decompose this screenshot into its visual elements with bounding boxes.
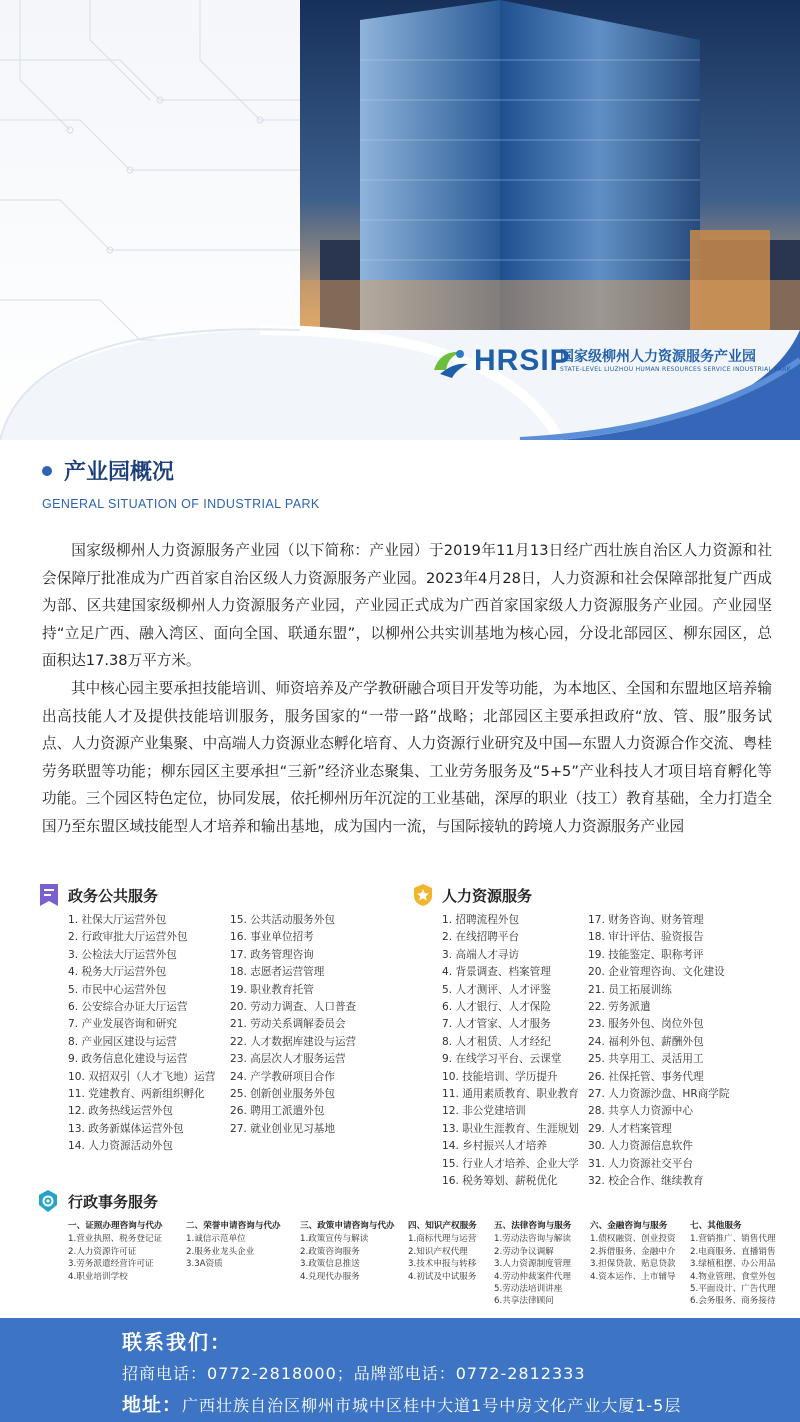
admin-group-heading: 二、荣誉申请咨询与代办	[186, 1221, 281, 1231]
service-item: 28. 共享人力资源中心	[588, 1105, 693, 1118]
logo-english-name: STATE-LEVEL LIUZHOU HUMAN RESOURCES SERVICE INDUSTRIAL PARK	[560, 366, 791, 373]
service-item: 32. 校企合作、继续教育	[588, 1175, 704, 1188]
admin-group	[690, 1220, 796, 1308]
service-item: 30. 人力资源信息软件	[588, 1140, 693, 1153]
service-item: 16. 税务筹划、薪税优化	[442, 1175, 558, 1188]
service-item: 2. 在线招聘平台	[442, 931, 520, 944]
service-item: 10. 双招双引（人才飞地）运营	[68, 1070, 216, 1083]
logo-wordmark: HRSIP	[474, 344, 571, 377]
service-item: 25. 共享用工、灵活用工	[588, 1053, 704, 1066]
gov-services-list-1	[68, 912, 215, 1156]
service-item: 27. 就业创业见习基地	[230, 1122, 335, 1135]
service-item: 22. 人才数据库建设与运营	[230, 1035, 357, 1048]
service-item: 1. 社保大厅运营外包	[68, 914, 167, 926]
star-badge-icon	[414, 884, 432, 906]
service-item: 24. 产学教研项目合作	[230, 1070, 335, 1083]
service-item: 20. 劳动力调查、人口普查	[230, 1001, 357, 1014]
service-item: 17. 财务咨询、财务管理	[588, 914, 704, 926]
admin-group-item: 4.兑现代办服务	[300, 1271, 360, 1282]
admin-group-item: 6.会务服务、商务接待	[690, 1296, 776, 1307]
admin-group-heading: 六、金融咨询与服务	[590, 1221, 668, 1231]
service-item: 23. 服务外包、岗位外包	[588, 1018, 704, 1031]
service-item: 10. 技能培训、学历提升	[442, 1070, 558, 1083]
service-item: 4. 税务大厅运营外包	[68, 966, 167, 979]
service-item: 8. 产业园区建设与运营	[68, 1035, 177, 1048]
admin-group-item: 1.商标代理与运营	[408, 1234, 477, 1245]
admin-group-item: 5.平面设计、广告代理	[690, 1284, 776, 1295]
overview-subtitle: GENERAL SITUATION OF INDUSTRIAL PARK	[42, 497, 320, 511]
document-list-icon	[40, 884, 58, 906]
hero-banner	[0, 0, 800, 440]
service-item: 24. 福利外包、薪酬外包	[588, 1035, 704, 1048]
admin-group-item: 1.债权融资、创业投资	[590, 1234, 676, 1245]
admin-services-heading	[38, 1190, 158, 1212]
admin-group-item: 4.劳动仲裁案件代理	[494, 1271, 571, 1282]
hr-services-heading	[414, 884, 532, 906]
admin-group-item: 4.物业管理、食堂外包	[690, 1271, 776, 1282]
service-item: 21. 员工拓展训练	[588, 983, 672, 996]
admin-group-item: 2.人力资源许可证	[68, 1246, 137, 1257]
contact-phones: 招商电话：0772-2818000；品牌部电话：0772-2812333	[122, 1364, 586, 1383]
service-item: 15. 行业人才培养、企业大学	[442, 1157, 579, 1170]
hr-services-list-2	[588, 912, 729, 1191]
admin-group-item: 2.知识产权代理	[408, 1246, 468, 1257]
service-item: 23. 高层次人才服务运营	[230, 1053, 346, 1066]
admin-group-heading: 一、证照办理咨询与代办	[68, 1221, 163, 1231]
admin-group-item: 3.绿植租摆、办公用品	[690, 1259, 776, 1270]
gear-badge-icon	[38, 1190, 58, 1212]
service-item: 7. 产业发展咨询和研究	[68, 1018, 177, 1031]
service-item: 5. 市民中心运营外包	[68, 983, 167, 996]
service-item: 21. 劳动关系调解委员会	[230, 1018, 346, 1031]
bullet-dot-icon	[42, 466, 52, 476]
service-item: 1. 招聘流程外包	[442, 914, 520, 926]
service-item: 3. 高端人才寻访	[442, 948, 520, 961]
admin-services-title: 行政事务服务	[68, 1192, 159, 1211]
service-item: 26. 聘用工派遣外包	[230, 1105, 325, 1118]
service-item: 27. 人力资源沙盘、HR商学院	[588, 1088, 730, 1101]
admin-group-item: 2.服务业龙头企业	[186, 1246, 255, 1257]
overview-title-text: 产业园概况	[64, 460, 175, 485]
admin-group	[300, 1220, 406, 1283]
admin-group-item: 4.职业培训学校	[68, 1271, 128, 1282]
overview-paragraph-2: 其中核心园主要承担技能培训、师资培养及产学教研融合项目开发等功能，为本地区、全国和东盟地区培养输出高技能人才及提供技能培训服务，服务国家的“一带一路”战略；北部园区主要承担政府“放、管、服”服务试点、人力资源产业集聚、中高端人力资源业态孵化培育、人力资源行业研究及中国—东盟人力资源合作交流、粤桂劳务联盟等功能；柳东园区主要承担“三新”经济业态聚集、工业劳务服务及“5+5”产业科技人才项目培育孵化等功能。三个园区特色定位，协同发展，依托柳州历年沉淀的工业基础，深厚的职业（技工）教育基础，全力打造全国乃至东盟区域技能型人才培养和输出基地，成为国内一流，与国际接轨的跨境人力资源服务产业园	[42, 680, 772, 835]
service-item: 9. 在线学习平台、云课堂	[442, 1053, 562, 1066]
service-item: 15. 公共活动服务外包	[230, 914, 335, 926]
service-item: 16. 事业单位招考	[230, 931, 314, 944]
service-item: 18. 志愿者运营管理	[230, 966, 325, 979]
service-item: 20. 企业管理咨询、文化建设	[588, 966, 725, 979]
service-item: 25. 创新创业服务外包	[230, 1088, 335, 1101]
service-item: 29. 人才档案管理	[588, 1122, 672, 1135]
admin-group-item: 3.担保贷款、贴息贷款	[590, 1259, 676, 1270]
admin-group-item: 1.政策宣传与解读	[300, 1234, 369, 1245]
admin-group	[186, 1220, 292, 1271]
admin-group-item: 1.劳动法咨询与解读	[494, 1234, 571, 1245]
service-item: 22. 劳务派遣	[588, 1001, 651, 1014]
admin-group-heading: 七、其他服务	[690, 1221, 742, 1231]
service-item: 8. 人才租赁、人才经纪	[442, 1035, 551, 1048]
service-item: 14. 乡村振兴人才培养	[442, 1140, 547, 1153]
admin-group-heading: 四、知识产权服务	[408, 1221, 477, 1231]
hr-services-list-1	[442, 912, 579, 1191]
admin-group-item: 4.初试及中试服务	[408, 1271, 477, 1282]
admin-group-item: 3.3A资质	[186, 1259, 223, 1270]
service-item: 11. 通用素质教育、职业教育	[442, 1088, 579, 1101]
contact-address	[122, 1390, 681, 1417]
logo-chinese-name: 国家级柳州人力资源服务产业园	[560, 349, 756, 365]
service-item: 19. 职业教育托管	[230, 983, 314, 996]
admin-group-item: 4.资本运作、上市辅导	[590, 1271, 676, 1282]
gov-services-list-2	[230, 912, 356, 1138]
hrsip-logo-icon	[430, 344, 470, 380]
gov-services-title: 政务公共服务	[68, 886, 159, 905]
admin-group	[68, 1220, 174, 1283]
admin-group-item: 1.诚信示范单位	[186, 1234, 246, 1245]
service-item: 3. 公检法大厅运营外包	[68, 948, 177, 961]
admin-group-item: 6.共享法律顾问	[494, 1296, 554, 1307]
service-item: 13. 政务新媒体运营外包	[68, 1122, 184, 1135]
service-item: 31. 人力资源社交平台	[588, 1157, 693, 1170]
admin-group-item: 2.电商服务、直播销售	[690, 1246, 776, 1257]
hrsip-logo	[430, 340, 800, 390]
admin-group-item: 3.劳务派遣经营许可证	[68, 1259, 154, 1270]
gov-services-heading	[40, 884, 158, 906]
admin-group-heading: 三、政策申请咨询与代办	[300, 1221, 395, 1231]
service-item: 6. 人才银行、人才保险	[442, 1001, 551, 1014]
service-item: 9. 政务信息化建设与运营	[68, 1053, 188, 1066]
service-item: 7. 人才管家、人才服务	[442, 1018, 551, 1031]
admin-group-item: 3.政策信息推送	[300, 1259, 360, 1270]
service-item: 13. 职业生涯教育、生涯规划	[442, 1122, 579, 1135]
admin-group-item: 3.人力资源制度管理	[494, 1259, 571, 1270]
service-item: 14. 人力资源活动外包	[68, 1140, 173, 1153]
admin-group	[494, 1220, 600, 1308]
service-item: 2. 行政审批大厅运营外包	[68, 931, 188, 944]
service-item: 17. 政务管理咨询	[230, 948, 314, 961]
overview-title	[42, 455, 174, 486]
admin-group-item: 5.劳动法培训讲座	[494, 1284, 563, 1295]
overview-paragraph-1: 国家级柳州人力资源服务产业园（以下简称：产业园）于2019年11月13日经广西壮族自治区人力资源和社会保障厅批准成为广西首家自治区级人力资源服务产业园。2023年4月28日，人力资源和社会保障部批复广西成为部、区共建国家级柳州人力资源服务产业园，产业园正式成为广西首家国家级人力资源服务产业园。产业园坚持“立足广西、融入湾区、面向全国、联通东盟”，以柳州公共实训基地为核心园，分设北部园区、柳东园区，总面积达17.38万平方米。	[42, 542, 772, 670]
service-item: 26. 社保托管、事务代理	[588, 1070, 704, 1083]
address-label: 地址：	[122, 1394, 183, 1416]
service-item: 6. 公安综合办证大厅运营	[68, 1001, 188, 1014]
admin-group-item: 2.劳动争议调解	[494, 1246, 554, 1257]
service-item: 11. 党建教育、两新组织孵化	[68, 1088, 205, 1101]
admin-group-heading: 五、法律咨询与服务	[494, 1221, 572, 1231]
service-item: 5. 人才测评、人才评鉴	[442, 983, 551, 996]
admin-group-item: 3.技术申报与转移	[408, 1259, 477, 1270]
admin-group-item: 1.营销推广、销售代理	[690, 1234, 776, 1245]
admin-group-item: 2.拆借服务、金融中介	[590, 1246, 676, 1257]
admin-group	[590, 1220, 696, 1283]
service-item: 12. 非公党建培训	[442, 1105, 526, 1118]
admin-group-item: 1.营业执照、税务登记证	[68, 1234, 163, 1245]
hr-services-title: 人力资源服务	[442, 886, 533, 905]
service-item: 18. 审计评估、验资报告	[588, 931, 704, 944]
service-item: 12. 政务热线运营外包	[68, 1105, 173, 1118]
address-text: 广西壮族自治区柳州市城中区桂中大道1号中房文化产业大厦1-5层	[182, 1396, 682, 1415]
service-item: 4. 背景调查、档案管理	[442, 966, 551, 979]
service-item: 19. 技能鉴定、职称考评	[588, 948, 704, 961]
contact-title: 联系我们：	[122, 1330, 232, 1354]
admin-group-item: 2.政策咨询服务	[300, 1246, 360, 1257]
